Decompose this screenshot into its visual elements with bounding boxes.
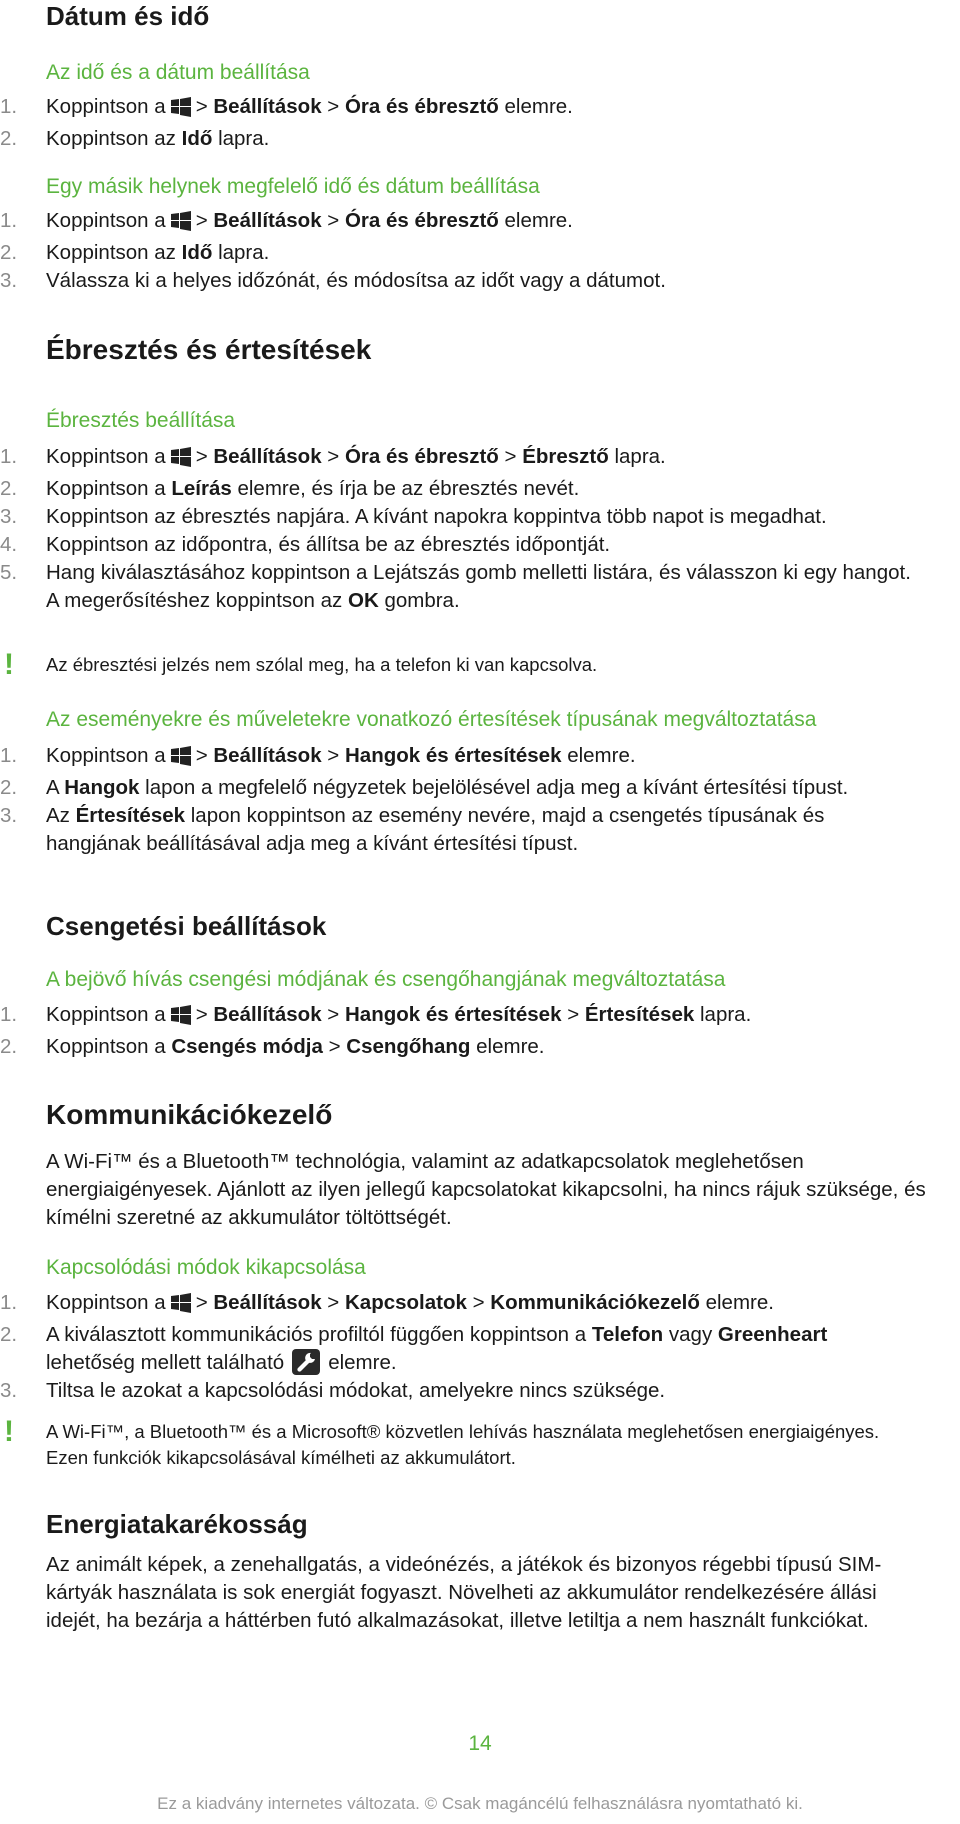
step-bold: Idő (181, 241, 213, 264)
step-number: 3. (0, 1379, 18, 1402)
step-text: > (498, 445, 523, 468)
step-text: A (46, 776, 65, 799)
windows-start-icon (170, 1293, 192, 1321)
warning-exclamation-icon: ! (4, 648, 14, 681)
step-number: 1. (0, 95, 18, 118)
steps-list-3 (0, 443, 920, 615)
subheading-kapcsolodasi-modok: Kapcsolódási módok kikapcsolása (46, 1256, 366, 1279)
step-text: elemre. (328, 1351, 397, 1374)
list-item (0, 1001, 920, 1033)
step-number: 3. (0, 505, 18, 528)
step-text: > (321, 445, 345, 468)
step-text: lapra. (608, 445, 666, 468)
step-bold: Értesítések (584, 1003, 695, 1026)
windows-start-icon (170, 447, 192, 475)
step-bold: Telefon (591, 1323, 664, 1346)
step-text: Koppintson a (46, 209, 166, 232)
step-text: > (195, 445, 214, 468)
step-number: 2. (0, 241, 18, 264)
step-text: Válassza ki a helyes időzónát, és módosítsa az időt vagy a dátumot. (46, 269, 666, 292)
subheading-bejovo-hivas: A bejövő hívás csengési módjának és csengőhangjának megváltoztatása (46, 968, 726, 991)
note-text: A Wi-Fi™, a Bluetooth™ és a Microsoft® közvetlen lehívás használata meglehetősen energiaigényes. Ezen funkciók kikapcsolásával kímélheti az akkumulátort. (46, 1421, 880, 1468)
step-text: lehetőség mellett található (46, 1351, 285, 1374)
section-title-datum-es-ido: Dátum és idő (46, 1, 210, 31)
step-bold: Greenheart (717, 1323, 828, 1346)
list-item (0, 774, 920, 802)
step-number: 2. (0, 1323, 18, 1346)
note-text: Az ébresztési jelzés nem szólal meg, ha a telefon ki van kapcsolva. (46, 654, 598, 675)
step-bold: Kommunikációkezelő (490, 1291, 700, 1314)
step-number: 2. (0, 776, 18, 799)
subheading-masik-hely: Egy másik helynek megfelelő idő és dátum beállítása (46, 175, 540, 198)
section-title-energiatakarekossag: Energiatakarékosság (46, 1509, 308, 1539)
step-bold: Ébresztő (522, 445, 609, 468)
step-number: 2. (0, 1035, 18, 1058)
list-item (0, 1033, 920, 1061)
step-text: lapon koppintson az esemény nevére, majd a csengetés típusának és hangjának beállításával adja meg a kívánt értesítési típust. (46, 804, 825, 855)
step-text: elemre. (498, 209, 573, 232)
step-text: > (195, 1291, 214, 1314)
step-bold: Beállítások (213, 1291, 322, 1314)
step-bold: Értesítések (75, 804, 186, 827)
step-bold: Csengés módja (171, 1035, 323, 1058)
step-text: Az (46, 804, 76, 827)
step-text: elemre. (699, 1291, 774, 1314)
step-number: 2. (0, 127, 18, 150)
list-item (0, 93, 920, 125)
step-text: lapon a megfelelő négyzetek bejelölésével adja meg a kívánt értesítési típust. (139, 776, 849, 799)
step-text: > (321, 1003, 345, 1026)
step-number: 5. (0, 561, 18, 584)
wrench-icon (292, 1349, 320, 1375)
warning-exclamation-icon: ! (4, 1415, 14, 1448)
step-text: elemre. (561, 744, 636, 767)
steps-list-1 (0, 93, 920, 153)
step-number: 4. (0, 533, 18, 556)
step-bold: Leírás (171, 477, 232, 500)
steps-list-4 (0, 742, 920, 858)
step-number: 1. (0, 1291, 18, 1314)
step-bold: Beállítások (213, 445, 322, 468)
step-text: lapra. (212, 241, 270, 264)
windows-start-icon (170, 746, 192, 774)
step-text: Koppintson a (46, 1291, 166, 1314)
step-bold: Csengőhang (346, 1035, 471, 1058)
section-title-kommunikaciokezelo: Kommunikációkezelő (46, 1099, 333, 1130)
step-text: Koppintson a (46, 477, 172, 500)
step-text: > (321, 95, 345, 118)
step-bold: OK (348, 589, 379, 612)
step-bold: Beállítások (213, 209, 322, 232)
list-item (0, 239, 920, 267)
step-text: Tiltsa le azokat a kapcsolódási módokat, amelyekre nincs szüksége. (46, 1379, 666, 1402)
step-text: Koppintson a (46, 95, 166, 118)
paragraph-energia: Az animált képek, a zenehallgatás, a videónézés, a játékok és bizonyos régebbi típusú SIM-kártyák használata is sok energiát fogyaszt. Növelheti az akkumulátor rendelkezésére állási idejét, ha bezárja a háttérben futó alkalmazásokat, illetve letiltja a nem használt funkciókat. (46, 1553, 882, 1632)
section-title-csengetesi: Csengetési beállítások (46, 911, 327, 941)
step-bold: Beállítások (213, 744, 322, 767)
subheading-ebresztes-beallitasa: Ébresztés beállítása (46, 409, 236, 432)
steps-list-5 (0, 1001, 920, 1061)
step-text: A kiválasztott kommunikációs profiltól függően koppintson a (46, 1323, 592, 1346)
list-item (0, 475, 920, 503)
step-text: > (195, 1003, 214, 1026)
step-number: 1. (0, 209, 18, 232)
step-text: Koppintson a (46, 1035, 172, 1058)
step-bold: Beállítások (213, 1003, 322, 1026)
list-item (0, 742, 920, 774)
subheading-ertesitesek-tipusa: Az eseményekre és műveletekre vonatkozó értesítések típusának megváltoztatása (46, 708, 817, 731)
step-text: lapra. (212, 127, 270, 150)
steps-list-2 (0, 207, 920, 295)
list-item (0, 125, 920, 153)
step-bold: Hangok (64, 776, 140, 799)
step-text: Hang kiválasztásához koppintson a Lejátszás gomb melletti listára, és válasszon ki egy hangot. A megerősítéshez koppintson az (46, 561, 911, 612)
step-number: 1. (0, 1003, 18, 1026)
step-text: > (195, 744, 214, 767)
step-text: Koppintson a (46, 1003, 166, 1026)
step-bold: Idő (181, 127, 213, 150)
list-item (0, 802, 920, 858)
step-text: lapra. (694, 1003, 752, 1026)
step-bold: Kapcsolatok (344, 1291, 467, 1314)
step-text: elemre. (498, 95, 573, 118)
step-bold: Óra és ébresztő (344, 95, 499, 118)
list-item (0, 559, 920, 615)
step-text: > (195, 209, 214, 232)
step-number: 1. (0, 744, 18, 767)
list-item (0, 207, 920, 239)
step-bold: Hangok és értesítések (344, 1003, 562, 1026)
paragraph-wifi-bluetooth: A Wi-Fi™ és a Bluetooth™ technológia, valamint az adatkapcsolatok meglehetősen energiaigényesek. Ajánlott az ilyen jellegű kapcsolatokat kikapcsolni, ha nincs rájuk szüksége, és kímélni szeretné az akkumulátor töltöttségét. (46, 1150, 926, 1229)
step-number: 2. (0, 477, 18, 500)
step-bold: Beállítások (213, 95, 322, 118)
step-text: elemre, és írja be az ébresztés nevét. (231, 477, 580, 500)
step-text: Koppintson az (46, 127, 182, 150)
step-text: > (321, 209, 345, 232)
list-item (0, 531, 920, 559)
list-item (0, 1321, 920, 1377)
section-title-ebresztes: Ébresztés és értesítések (46, 334, 372, 365)
step-text: > (321, 744, 345, 767)
step-text: Koppintson az ébresztés napjára. A kívánt napokra koppintva több napot is megadhat. (46, 505, 827, 528)
step-number: 3. (0, 804, 18, 827)
step-text: > (561, 1003, 585, 1026)
step-text: Koppintson a (46, 445, 166, 468)
windows-start-icon (170, 1005, 192, 1033)
step-text: Koppintson az időpontra, és állítsa be az ébresztés időpontját. (46, 533, 611, 556)
windows-start-icon (170, 97, 192, 125)
step-text: > (195, 95, 214, 118)
step-text: > (321, 1291, 345, 1314)
step-number: 3. (0, 269, 18, 292)
step-text: Koppintson a (46, 744, 166, 767)
list-item (0, 267, 920, 295)
step-text: Koppintson az (46, 241, 182, 264)
windows-start-icon (170, 211, 192, 239)
page-number: 14 (468, 1732, 492, 1755)
list-item (0, 1289, 920, 1321)
step-text: gombra. (378, 589, 460, 612)
step-text: > (322, 1035, 347, 1058)
step-text: elemre. (470, 1035, 545, 1058)
step-text: > (466, 1291, 491, 1314)
step-bold: Hangok és értesítések (344, 744, 562, 767)
step-bold: Óra és ébresztő (344, 445, 499, 468)
list-item (0, 443, 920, 475)
step-text: vagy (663, 1323, 718, 1346)
steps-list-6 (0, 1289, 920, 1405)
step-number: 1. (0, 445, 18, 468)
step-bold: Óra és ébresztő (344, 209, 499, 232)
footer-disclaimer: Ez a kiadvány internetes változata. © Csak magáncélú felhasználásra nyomtatható ki. (157, 1794, 803, 1813)
subheading-ido-datum-beallitasa: Az idő és a dátum beállítása (46, 61, 310, 84)
list-item (0, 503, 920, 531)
list-item (0, 1377, 920, 1405)
